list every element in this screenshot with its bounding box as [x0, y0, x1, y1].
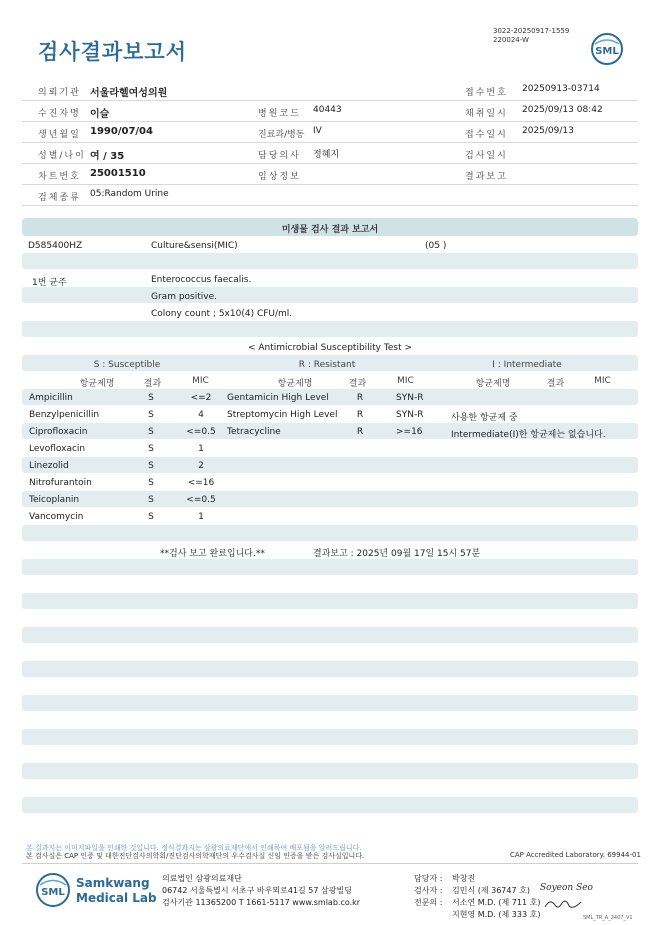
ast-result: S	[148, 495, 154, 505]
ast-result: S	[148, 461, 154, 471]
col-drug-header: 항균제명	[475, 379, 511, 389]
accreditation-notice: 본 검사실은 CAP 인증 및 대한진단검사의학회/진단검사의학재단의 우수검사실 신임 인증을 받은 검사실입니다.	[26, 852, 365, 860]
col-mic-header: MIC	[192, 376, 209, 386]
test-name: Culture&sensi(MIC)	[151, 241, 238, 251]
specimen-value: 05:Random Urine	[90, 189, 169, 199]
collect-date-label: 채취일시	[465, 109, 508, 119]
info-row-1	[22, 80, 638, 101]
ast-result: S	[148, 444, 154, 454]
ast-drug: Tetracycline	[227, 427, 281, 437]
receipt-date-value: 2025/09/13	[522, 126, 574, 136]
document-id-line2: 220024-W	[493, 36, 529, 44]
org-info	[162, 873, 360, 909]
ast-drug: Vancomycin	[29, 512, 84, 522]
sex-age-value: 여 / 35	[90, 151, 125, 162]
specialist-signature-icon	[542, 896, 584, 912]
band	[22, 593, 638, 609]
info-row-4	[22, 143, 638, 164]
ast-mic: <=0.5	[186, 495, 216, 505]
col-mic-header: MIC	[397, 376, 414, 386]
organism-line: Gram positive.	[151, 292, 217, 302]
specialist-name: 서소연 M.D. (제 711 호)	[452, 898, 541, 907]
col-result-header: 결과	[546, 379, 565, 389]
patient-info	[22, 80, 638, 206]
ast-mic: SYN-R	[396, 410, 424, 420]
band	[22, 559, 638, 575]
info-row-6	[22, 185, 638, 206]
ast-result: S	[148, 512, 154, 522]
ast-result: S	[148, 393, 154, 403]
col-mic-header: MIC	[594, 376, 611, 386]
requesting-org-value: 서울라헬여성의원	[90, 88, 168, 99]
band	[22, 389, 638, 405]
footer-divider	[22, 863, 638, 864]
ast-drug: Gentamicin High Level	[227, 393, 329, 403]
info-row-2	[22, 101, 638, 122]
dept-label: 진료과/병동	[258, 130, 305, 140]
test-specimen: (05 )	[425, 241, 447, 251]
ast-result: R	[356, 393, 364, 403]
legend-susceptible: S : Susceptible	[93, 360, 161, 370]
tester-name: 김민식 (제 36747 호)	[452, 886, 530, 895]
ast-result: R	[356, 410, 364, 420]
report-label: 결과보고	[465, 172, 508, 182]
organism-line: Enterococcus faecalis.	[151, 275, 252, 285]
band	[22, 491, 638, 507]
org-contact: 검사기관 11365200 T 1661-5117 www.smlab.co.kr	[162, 898, 361, 907]
test-code: D585400HZ	[28, 241, 83, 251]
ast-drug: Benzylpenicillin	[29, 410, 100, 420]
band	[22, 729, 638, 745]
collect-date-value: 2025/09/13 08:42	[522, 105, 603, 115]
patient-value: 이슬	[90, 109, 110, 120]
sml-logo-icon	[591, 33, 623, 65]
document-id-line1: 3022-20250917-1559	[493, 27, 570, 35]
sml-footer-logo-icon	[36, 873, 70, 907]
requesting-org-label: 의뢰기관	[38, 88, 81, 98]
report-time: 결과보고 : 2025년 09월 17일 15시 57분	[313, 549, 481, 559]
band	[22, 797, 638, 813]
ast-drug: Levofloxacin	[29, 444, 86, 454]
dept-value: IV	[313, 126, 322, 136]
col-result-header: 결과	[348, 379, 367, 389]
org-name: 의료법인 삼광의료재단	[162, 874, 242, 883]
specimen-label: 검체종류	[38, 193, 81, 203]
organism-line: Colony count ; 5x10(4) CFU/ml.	[151, 309, 293, 319]
ast-drug: Nitrofurantoin	[29, 478, 92, 488]
ast-title: < Antimicrobial Susceptibility Test >	[248, 343, 412, 353]
report-complete: **검사 보고 완료입니다.**	[160, 549, 265, 559]
organism-label: 1번 균주	[32, 278, 67, 288]
tester-label: 검사자 :	[414, 886, 443, 895]
section-title: 미생물 검사 결과 보고서	[281, 225, 379, 235]
band	[22, 321, 638, 337]
hospital-code-value: 40443	[313, 105, 342, 115]
sex-age-label: 성별/나이	[38, 151, 86, 161]
legend-intermediate: I : Intermediate	[492, 360, 562, 370]
ast-mic: <=2	[190, 393, 212, 403]
ast-mic: 4	[198, 410, 204, 420]
receipt-no-label: 접수번호	[465, 88, 508, 98]
manager-name: 박창진	[452, 874, 476, 883]
doctor-value: 정혜지	[313, 150, 340, 160]
sml-logo-text: SML	[595, 46, 619, 57]
band	[22, 457, 638, 473]
ast-mic: <=16	[187, 478, 215, 488]
col-drug-header: 항균제명	[277, 379, 313, 389]
ast-result: R	[356, 427, 364, 437]
band	[22, 763, 638, 779]
ast-mic: SYN-R	[396, 393, 424, 403]
ast-mic: 1	[198, 512, 204, 522]
brand-name	[76, 876, 157, 906]
dob-value: 1990/07/04	[90, 126, 153, 137]
ast-drug: Streptomycin High Level	[227, 410, 338, 420]
col-drug-header: 항균제명	[79, 379, 115, 389]
section-title-bar	[22, 218, 638, 236]
band	[22, 287, 638, 303]
ast-mic: 1	[198, 444, 204, 454]
form-number: SML_TR_A_2407_V1	[583, 915, 633, 921]
brand-line2: Medical Lab	[76, 891, 157, 905]
chart-no-value: 25001510	[90, 168, 146, 179]
info-row-3	[22, 122, 638, 143]
ast-drug: Linezolid	[29, 461, 69, 471]
patient-label: 수진자명	[38, 109, 81, 119]
ast-mic: <=0.5	[186, 427, 216, 437]
brand-line1: Samkwang	[76, 876, 150, 890]
specialist-name: 지현영 M.D. (제 333 호)	[452, 910, 541, 919]
ast-drug: Teicoplanin	[29, 495, 80, 505]
ast-mic: 2	[198, 461, 204, 471]
ast-result: S	[148, 427, 154, 437]
specialist-label: 전문의 :	[414, 898, 443, 907]
sml-footer-logo-text: SML	[41, 887, 65, 898]
cap-accreditation: CAP Accredited Laboratory. 69944-01	[510, 851, 641, 859]
receipt-date-label: 접수일시	[465, 130, 508, 140]
report-title: 검사결과보고서	[38, 40, 188, 64]
band	[22, 253, 638, 269]
ast-result: S	[148, 478, 154, 488]
ast-drug: Ciprofloxacin	[29, 427, 88, 437]
ast-mic: >=16	[396, 427, 423, 437]
dob-label: 생년월일	[38, 130, 81, 140]
col-result-header: 결과	[143, 379, 162, 389]
document-id	[493, 27, 569, 45]
info-row-5	[22, 164, 638, 185]
ast-drug: Ampicillin	[29, 393, 73, 403]
band	[22, 661, 638, 677]
test-date-label: 검사일시	[465, 151, 508, 161]
ast-result: S	[148, 410, 154, 420]
manager-label: 담당자 :	[414, 874, 443, 883]
intermediate-note: 사용한 항균제 중	[451, 413, 518, 423]
band	[22, 695, 638, 711]
org-address: 06742 서울특별시 서초구 바우뫼로41길 57 삼광빌딩	[162, 886, 352, 895]
band	[22, 525, 638, 541]
image-notice: 본 결과지는 이미지파일을 인쇄한 것입니다. 정식결과지는 삼광의료재단에서 인쇄하여 배포됨을 알려드립니다.	[26, 844, 362, 852]
tester-signature: Soyeon Seo	[540, 883, 593, 893]
band	[22, 627, 638, 643]
receipt-no-value: 20250913-03714	[522, 84, 600, 94]
chart-no-label: 차트번호	[38, 172, 81, 182]
legend-resistant: R : Resistant	[298, 360, 356, 370]
intermediate-note: Intermediate(I)한 항균제는 없습니다.	[451, 430, 606, 440]
doctor-label: 담당의사	[258, 151, 301, 161]
clinical-info-label: 임상정보	[258, 172, 301, 182]
hospital-code-label: 병원코드	[258, 109, 301, 119]
